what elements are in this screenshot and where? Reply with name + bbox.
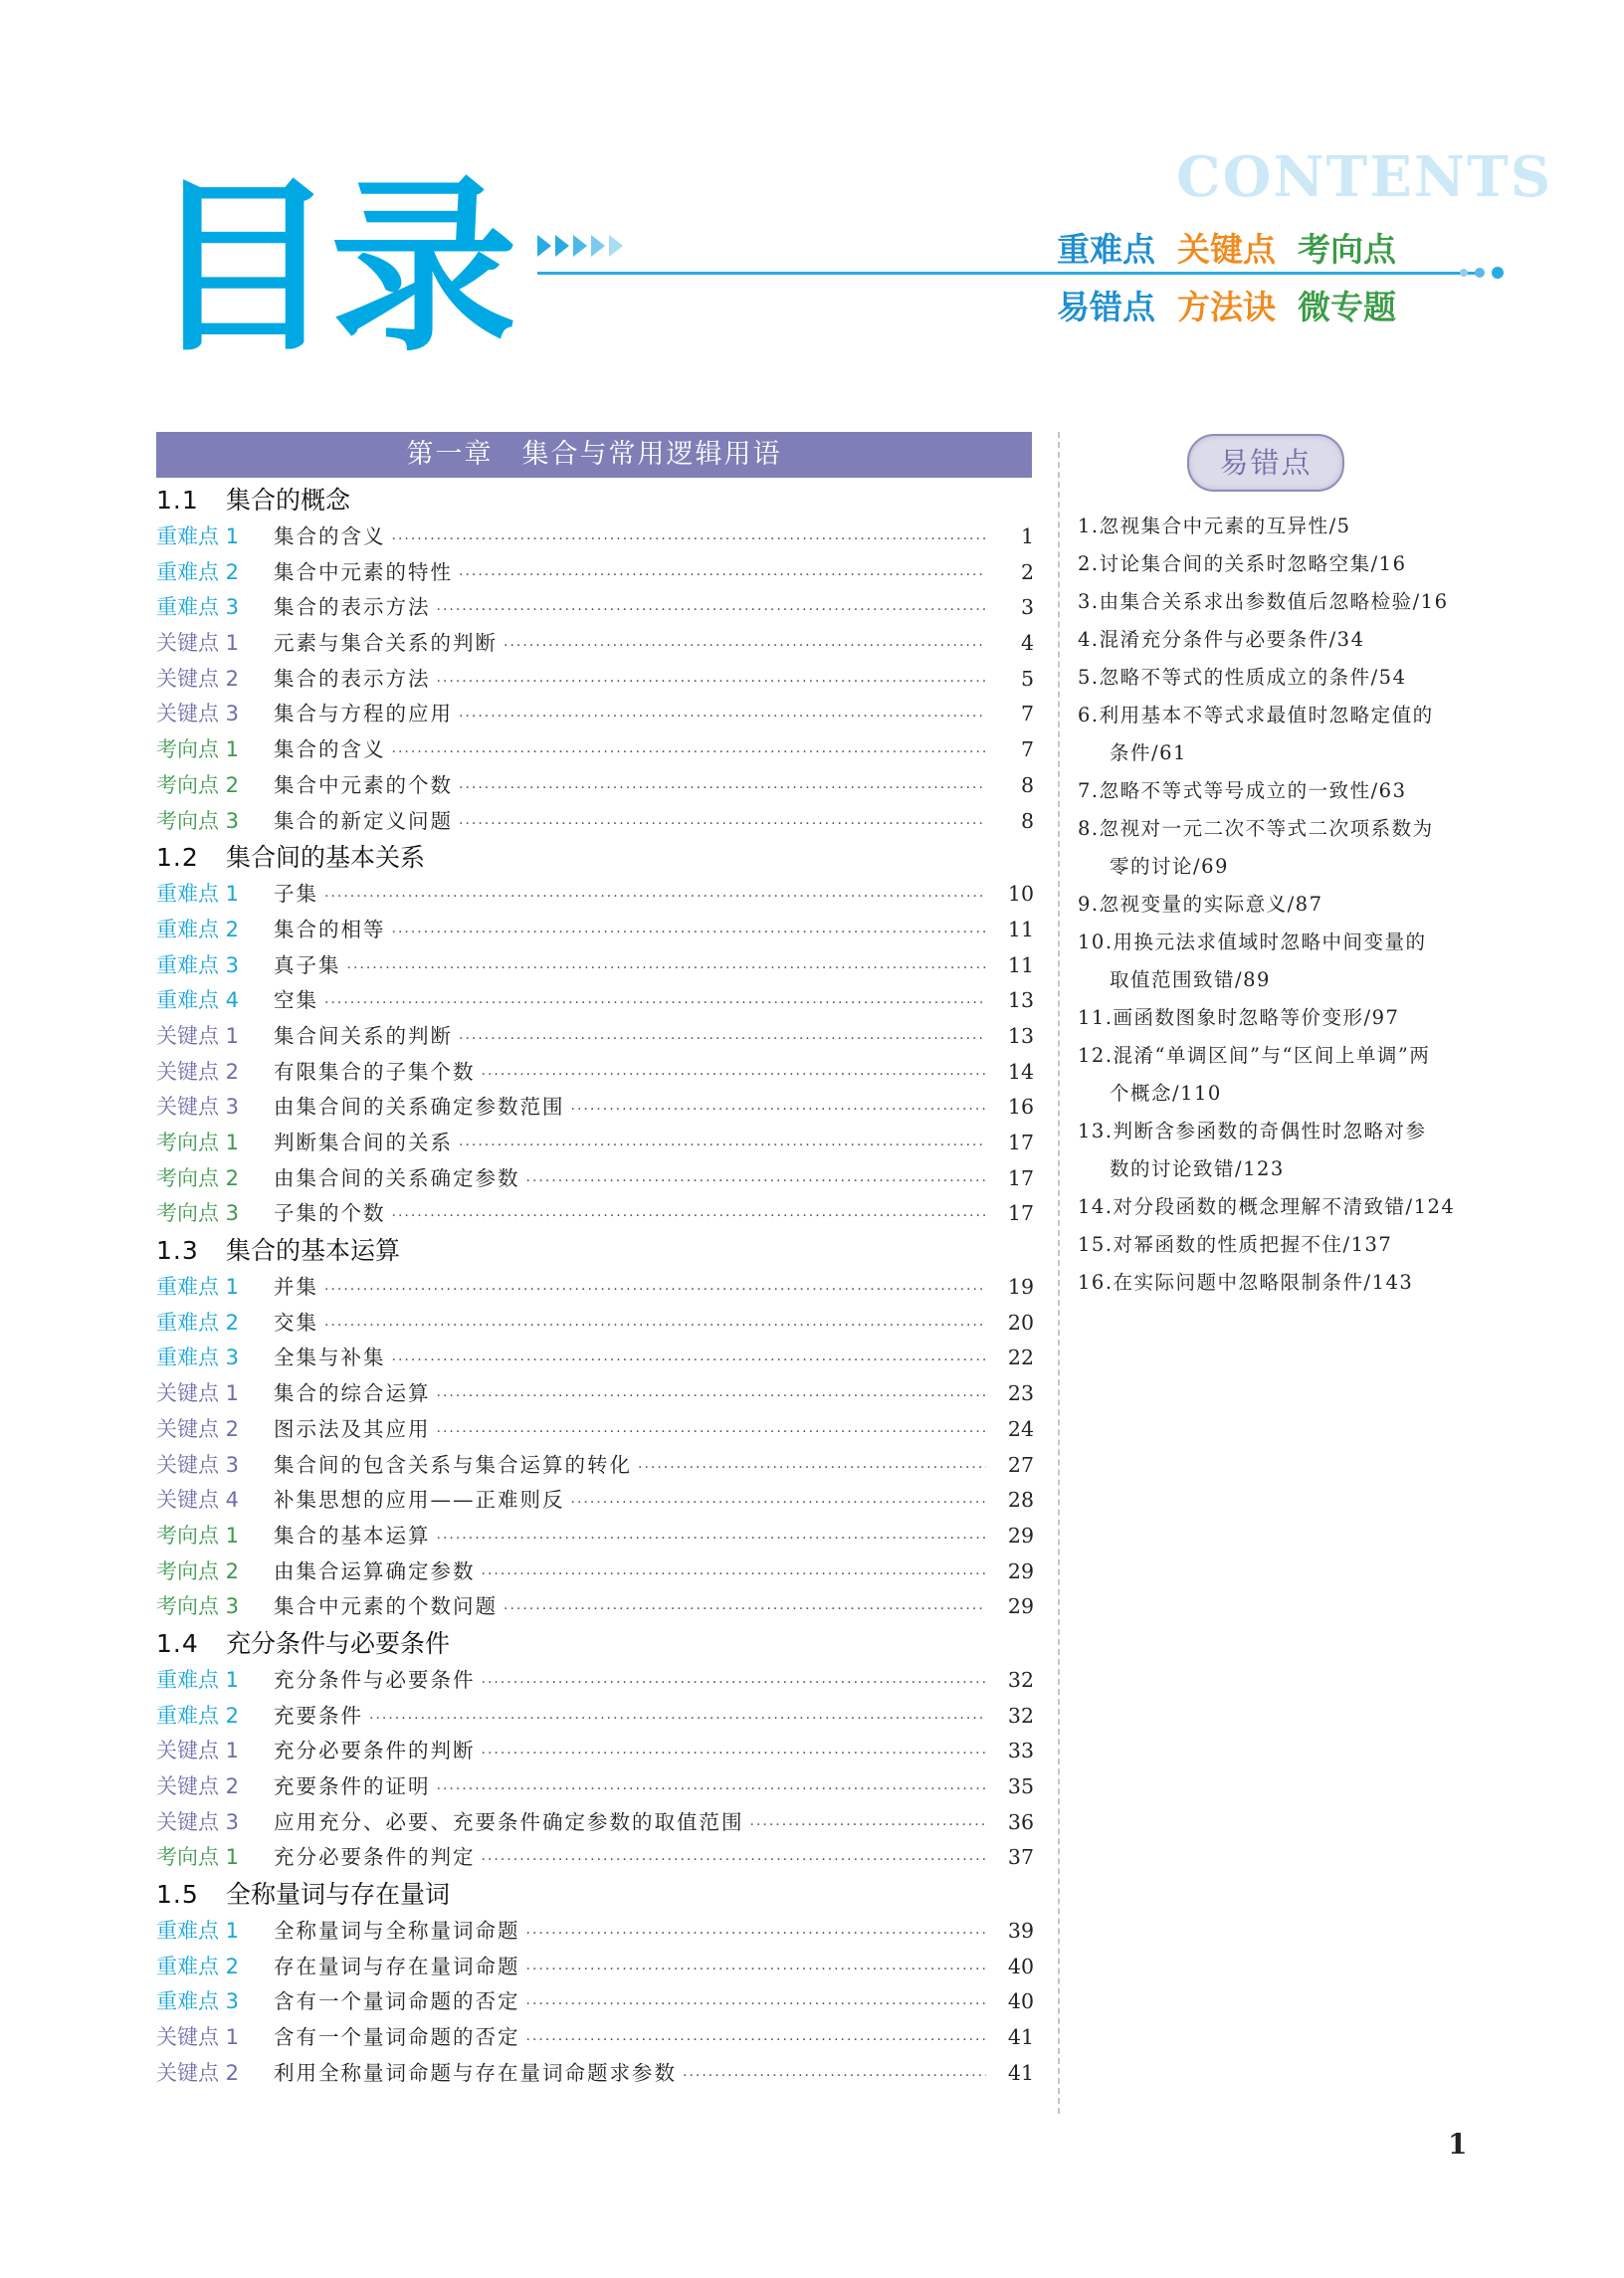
entry-page: 39: [1007, 1919, 1034, 1944]
entry-title: 集合的表示方法: [274, 595, 431, 620]
toc-entry[interactable]: [156, 768, 1034, 804]
entry-title: 集合与方程的应用: [274, 702, 453, 726]
entry-tag: 重难点 3: [156, 595, 240, 620]
error-number: 6.: [1078, 704, 1100, 726]
dot-leader: [526, 1917, 987, 1953]
entry-page: 17: [1007, 1165, 1034, 1190]
entry-tag: 关键点 1: [156, 2025, 240, 2050]
entry-tag: 关键点 2: [156, 1059, 240, 1084]
error-text: 忽视集合中元素的互异性/5: [1099, 515, 1351, 537]
entry-title: 集合的综合运算: [274, 1381, 431, 1406]
dot-leader: [504, 1592, 986, 1628]
error-number: 3.: [1078, 590, 1100, 613]
page-title: 目录: [149, 159, 511, 377]
toc-entry[interactable]: [156, 519, 1034, 555]
error-item[interactable]: [1078, 999, 1496, 1037]
entry-title: 充要条件: [274, 1703, 363, 1728]
entry-title: 含有一个量词命题的否定: [274, 2025, 520, 2050]
entry-page: 36: [1007, 1809, 1034, 1834]
error-text-continued: 个概念/110: [1110, 1082, 1222, 1105]
entry-page: 10: [1007, 882, 1034, 907]
entry-title: 全集与补集: [274, 1346, 386, 1370]
entry-title: 由集合运算确定参数: [274, 1558, 476, 1583]
error-item[interactable]: [1078, 1037, 1496, 1113]
dot-leader: [437, 665, 987, 701]
dot-leader: [482, 1666, 987, 1702]
error-text: 忽略不等式等号成立的一致性/63: [1099, 779, 1407, 802]
entry-title: 利用全称量词命题与存在量词命题求参数: [274, 2060, 677, 2085]
entry-page: 24: [1007, 1416, 1034, 1441]
entry-tag: 重难点 4: [156, 988, 240, 1013]
error-item[interactable]: [1078, 1188, 1496, 1226]
error-number: 9.: [1078, 893, 1100, 916]
error-text: 画函数图象时忽略等价变形/97: [1113, 1006, 1400, 1029]
error-item[interactable]: [1078, 886, 1496, 924]
dot-leader: [683, 2059, 986, 2095]
section-title: 全称量词与存在量词: [226, 1880, 451, 1910]
entry-title: 子集的个数: [274, 1201, 386, 1226]
error-item[interactable]: [1078, 924, 1496, 999]
section-heading[interactable]: [156, 1232, 1034, 1270]
section-number: 1.1: [156, 486, 199, 515]
toc-entry[interactable]: [156, 626, 1034, 662]
dot-leader: [482, 1843, 987, 1879]
entry-page: 17: [1007, 1131, 1034, 1154]
toc-entry[interactable]: [156, 697, 1034, 732]
entry-page: 4: [1020, 631, 1034, 656]
entry-tag: 考向点 2: [156, 1558, 240, 1583]
dot-leader: [392, 735, 987, 771]
error-item[interactable]: [1078, 583, 1496, 621]
entry-title: 补集思想的应用——正难则反: [274, 1488, 565, 1513]
arrow-decoration-icon: [537, 231, 647, 261]
error-number: 1.: [1078, 515, 1100, 537]
error-points-list: [1078, 508, 1496, 1302]
tagline-kaoxiang: 考向点: [1298, 230, 1396, 269]
toc-entry[interactable]: [156, 1914, 1034, 1950]
error-item[interactable]: [1078, 1226, 1496, 1264]
entry-page: 29: [1007, 1594, 1034, 1619]
section-heading[interactable]: [156, 1876, 1034, 1914]
dot-leader: [369, 1702, 986, 1738]
entry-tag: 考向点 3: [156, 1201, 240, 1226]
entry-title: 全称量词与全称量词命题: [274, 1919, 520, 1944]
entry-tag: 重难点 2: [156, 559, 240, 584]
dot-leader: [392, 1344, 987, 1379]
toc-entry[interactable]: [156, 913, 1034, 948]
dot-leader: [437, 1415, 987, 1451]
entry-page: 7: [1020, 702, 1034, 726]
entry-tag: 重难点 2: [156, 917, 240, 941]
entry-tag: 重难点 1: [156, 1275, 240, 1300]
entry-title: 集合间的包含关系与集合运算的转化: [274, 1452, 632, 1477]
error-number: 4.: [1078, 628, 1100, 651]
toc-entry[interactable]: [156, 662, 1034, 698]
entry-title: 含有一个量词命题的否定: [274, 1989, 520, 2014]
entry-page: 11: [1007, 917, 1034, 941]
entry-tag: 重难点 1: [156, 524, 240, 548]
entry-title: 图示法及其应用: [274, 1416, 431, 1441]
entry-tag: 重难点 3: [156, 952, 240, 977]
tagline-row-2: [1057, 282, 1418, 328]
tagline-guanjian: 关键点: [1177, 230, 1276, 269]
error-text: 在实际问题中忽略限制条件/143: [1113, 1271, 1414, 1294]
dot-leader: [526, 1953, 987, 1988]
entry-page: 13: [1007, 1023, 1034, 1048]
entry-title: 集合的含义: [274, 737, 386, 762]
tagline-row-1: [1057, 224, 1418, 271]
error-text-continued: 数的讨论致错/123: [1110, 1157, 1285, 1180]
dot-leader: [571, 1093, 987, 1129]
entry-title: 元素与集合关系的判断: [274, 631, 498, 656]
entry-page: 37: [1007, 1845, 1034, 1870]
entry-page: 7: [1020, 737, 1034, 762]
dot-leader: [392, 522, 987, 558]
dot-leader: [482, 1557, 987, 1593]
header-rule: [537, 272, 1483, 275]
entry-page: 40: [1007, 1989, 1034, 2014]
toc-entry[interactable]: [156, 877, 1034, 913]
error-number: 10.: [1078, 931, 1114, 953]
entry-title: 由集合间的关系确定参数: [274, 1165, 520, 1190]
toc-entry[interactable]: [156, 1055, 1034, 1091]
entry-tag: 关键点 1: [156, 631, 240, 656]
entry-page: 14: [1007, 1059, 1034, 1084]
error-text: 混淆“单调区间”与“区间上单调”两: [1113, 1044, 1431, 1067]
entry-page: 29: [1007, 1558, 1034, 1583]
entry-page: 27: [1007, 1452, 1034, 1477]
error-number: 16.: [1078, 1271, 1114, 1294]
toc-entry[interactable]: [156, 1161, 1034, 1197]
toc-entry[interactable]: [156, 1554, 1034, 1590]
error-text: 利用基本不等式求最值时忽略定值的: [1099, 704, 1434, 726]
entry-title: 子集: [274, 882, 318, 907]
error-item[interactable]: [1078, 1264, 1496, 1302]
dot-leader: [482, 1058, 987, 1094]
error-item[interactable]: [1078, 659, 1496, 697]
dot-leader: [437, 1522, 987, 1557]
dots-decoration-icon: [1458, 264, 1518, 282]
column-divider: [1058, 432, 1060, 2114]
section-title: 集合的基本运算: [226, 1236, 401, 1266]
entry-title: 集合中元素的个数: [274, 772, 453, 797]
section-title: 集合间的基本关系: [226, 843, 426, 873]
dot-leader: [324, 986, 986, 1022]
toc-entry[interactable]: [156, 1412, 1034, 1448]
entry-tag: 重难点 1: [156, 1919, 240, 1944]
error-text: 对分段函数的概念理解不清致错/124: [1113, 1195, 1456, 1218]
dot-leader: [459, 771, 986, 807]
entry-tag: 考向点 2: [156, 1165, 240, 1190]
entry-tag: 关键点 1: [156, 1381, 240, 1406]
entry-tag: 考向点 2: [156, 772, 240, 797]
error-text-continued: 条件/61: [1110, 741, 1187, 764]
error-text: 对幂函数的性质把握不住/137: [1113, 1233, 1393, 1256]
table-of-contents: [156, 482, 1034, 2092]
toc-entry[interactable]: [156, 1950, 1034, 1985]
dot-leader: [638, 1451, 986, 1487]
entry-title: 真子集: [274, 952, 341, 977]
dot-leader: [482, 1737, 987, 1772]
dot-leader: [437, 1772, 987, 1808]
toc-entry[interactable]: [156, 555, 1034, 591]
toc-entry[interactable]: [156, 1840, 1034, 1876]
toc-entry[interactable]: [156, 1270, 1034, 1306]
entry-tag: 重难点 2: [156, 1703, 240, 1728]
entry-page: 41: [1007, 2060, 1034, 2085]
error-item[interactable]: [1078, 508, 1496, 545]
tagline-weizhuanti: 微专题: [1298, 288, 1396, 326]
entry-page: 13: [1007, 988, 1034, 1013]
error-number: 11.: [1078, 1006, 1114, 1029]
entry-page: 5: [1020, 666, 1034, 691]
entry-page: 20: [1007, 1310, 1034, 1335]
error-number: 15.: [1078, 1233, 1114, 1256]
entry-tag: 关键点 4: [156, 1488, 240, 1513]
toc-entry[interactable]: [156, 1483, 1034, 1519]
dot-leader: [437, 593, 987, 629]
entry-title: 集合的相等: [274, 917, 386, 941]
entry-tag: 关键点 2: [156, 1774, 240, 1798]
toc-entry[interactable]: [156, 1306, 1034, 1342]
error-text-continued: 零的讨论/69: [1110, 855, 1229, 878]
entry-page: 3: [1020, 595, 1034, 620]
toc-entry[interactable]: [156, 1769, 1034, 1805]
error-number: 2.: [1078, 552, 1100, 575]
entry-tag: 关键点 1: [156, 1023, 240, 1048]
page-number: 1: [1448, 2128, 1468, 2161]
error-text: 忽视变量的实际意义/87: [1099, 893, 1323, 916]
entry-tag: 考向点 1: [156, 1523, 240, 1548]
entry-title: 集合中元素的特性: [274, 559, 453, 584]
entry-page: 19: [1007, 1275, 1034, 1300]
entry-page: 29: [1007, 1523, 1034, 1548]
dot-leader: [526, 1987, 987, 2023]
section-number: 1.3: [156, 1236, 199, 1266]
dot-leader: [571, 1486, 987, 1522]
section-title: 集合的概念: [226, 486, 351, 515]
toc-entry[interactable]: [156, 1019, 1034, 1055]
entry-title: 集合的新定义问题: [274, 808, 453, 833]
entry-title: 集合间关系的判断: [274, 1023, 453, 1048]
entry-tag: 重难点 3: [156, 1989, 240, 2014]
error-text-continued: 取值范围致错/89: [1110, 968, 1271, 991]
error-number: 14.: [1078, 1195, 1114, 1218]
entry-page: 17: [1007, 1201, 1034, 1226]
dot-leader: [437, 1379, 987, 1415]
error-text: 忽略不等式的性质成立的条件/54: [1099, 666, 1407, 689]
contents-watermark: CONTENTS: [1176, 144, 1553, 210]
tagline-fangfa: 方法诀: [1177, 288, 1276, 326]
toc-entry[interactable]: [156, 732, 1034, 768]
dot-leader: [324, 1273, 986, 1309]
tagline-zhongnan: 重难点: [1057, 230, 1155, 269]
entry-page: 32: [1007, 1667, 1034, 1692]
entry-tag: 考向点 1: [156, 737, 240, 762]
entry-page: 8: [1020, 772, 1034, 797]
section-title: 充分条件与必要条件: [226, 1628, 451, 1658]
entry-title: 集合的含义: [274, 524, 386, 548]
entry-tag: 考向点 1: [156, 1845, 240, 1870]
section-heading[interactable]: [156, 839, 1034, 877]
entry-title: 并集: [274, 1275, 318, 1300]
entry-page: 11: [1007, 952, 1034, 977]
error-number: 13.: [1078, 1120, 1114, 1142]
entry-tag: 关键点 2: [156, 2060, 240, 2085]
dot-leader: [324, 880, 986, 916]
toc-entry[interactable]: [156, 1519, 1034, 1554]
entry-page: 28: [1007, 1488, 1034, 1513]
error-number: 12.: [1078, 1044, 1114, 1067]
dot-leader: [526, 1164, 987, 1200]
entry-page: 33: [1007, 1739, 1034, 1763]
entry-tag: 关键点 3: [156, 1809, 240, 1834]
entry-title: 集合中元素的个数问题: [274, 1594, 498, 1619]
entry-tag: 关键点 3: [156, 702, 240, 726]
entry-page: 2: [1020, 559, 1034, 584]
section-heading[interactable]: [156, 482, 1034, 519]
entry-page: 40: [1007, 1954, 1034, 1978]
entry-tag: 考向点 3: [156, 1594, 240, 1619]
dot-leader: [526, 2023, 987, 2059]
error-text: 用换元法求值域时忽略中间变量的: [1113, 931, 1427, 953]
error-text: 由集合关系求出参数值后忽略检验/16: [1099, 590, 1449, 613]
toc-entry[interactable]: [156, 804, 1034, 840]
entry-tag: 关键点 3: [156, 1095, 240, 1120]
entry-page: 22: [1007, 1346, 1034, 1370]
entry-title: 存在量词与存在量词命题: [274, 1954, 520, 1978]
entry-tag: 关键点 3: [156, 1452, 240, 1477]
entry-tag: 关键点 2: [156, 1416, 240, 1441]
entry-title: 充要条件的证明: [274, 1774, 431, 1798]
entry-title: 应用充分、必要、充要条件确定参数的取值范围: [274, 1809, 744, 1834]
toc-entry[interactable]: [156, 1090, 1034, 1126]
error-number: 7.: [1078, 779, 1100, 802]
toc-entry[interactable]: [156, 590, 1034, 626]
toc-entry[interactable]: [156, 1448, 1034, 1484]
entry-title: 充分必要条件的判定: [274, 1845, 476, 1870]
toc-entry[interactable]: [156, 948, 1034, 984]
entry-page: 23: [1007, 1381, 1034, 1406]
dot-leader: [459, 807, 986, 843]
entry-title: 充分条件与必要条件: [274, 1667, 476, 1692]
toc-entry[interactable]: [156, 1589, 1034, 1625]
entry-tag: 重难点 3: [156, 1346, 240, 1370]
tagline-yicuo: 易错点: [1057, 288, 1155, 326]
entry-title: 由集合间的关系确定参数范围: [274, 1095, 565, 1120]
entry-page: 16: [1007, 1095, 1034, 1120]
chapter-heading: 第一章 集合与常用逻辑用语: [156, 432, 1032, 478]
toc-entry[interactable]: [156, 1341, 1034, 1376]
toc-entry[interactable]: [156, 1376, 1034, 1412]
error-number: 8.: [1078, 817, 1100, 840]
entry-tag: 关键点 1: [156, 1739, 240, 1763]
error-item[interactable]: [1078, 545, 1496, 583]
error-item[interactable]: [1078, 772, 1496, 810]
entry-page: 41: [1007, 2025, 1034, 2050]
section-number: 1.5: [156, 1880, 199, 1910]
toc-entry[interactable]: [156, 2056, 1034, 2092]
dot-leader: [459, 1129, 986, 1164]
dot-leader: [459, 1022, 986, 1058]
entry-title: 集合的表示方法: [274, 666, 431, 691]
entry-title: 交集: [274, 1310, 318, 1335]
error-item[interactable]: [1078, 810, 1496, 886]
dot-leader: [504, 629, 986, 665]
entry-tag: 重难点 2: [156, 1310, 240, 1335]
error-item[interactable]: [1078, 697, 1496, 772]
section-heading[interactable]: [156, 1625, 1034, 1663]
section-number: 1.4: [156, 1628, 199, 1658]
toc-entry[interactable]: [156, 1734, 1034, 1769]
entry-tag: 考向点 3: [156, 808, 240, 833]
entry-page: 32: [1007, 1703, 1034, 1728]
error-text: 混淆充分条件与必要条件/34: [1099, 628, 1365, 651]
toc-entry[interactable]: [156, 2020, 1034, 2056]
dot-leader: [459, 700, 986, 735]
toc-entry[interactable]: [156, 1805, 1034, 1841]
entry-title: 空集: [274, 988, 318, 1013]
dot-leader: [347, 951, 987, 987]
error-points-badge: 易错点: [1187, 434, 1344, 492]
entry-title: 集合的基本运算: [274, 1523, 431, 1548]
error-item[interactable]: [1078, 1113, 1496, 1188]
dot-leader: [392, 916, 987, 951]
error-item[interactable]: [1078, 621, 1496, 659]
entry-title: 有限集合的子集个数: [274, 1059, 476, 1084]
entry-tag: 重难点 1: [156, 882, 240, 907]
entry-page: 35: [1007, 1774, 1034, 1798]
toc-entry[interactable]: [156, 1699, 1034, 1735]
toc-entry[interactable]: [156, 1196, 1034, 1232]
dot-leader: [750, 1808, 987, 1844]
toc-entry[interactable]: [156, 1663, 1034, 1699]
error-text: 讨论集合间的关系时忽略空集/16: [1099, 552, 1407, 575]
error-text: 忽视对一元二次不等式二次项系数为: [1099, 817, 1434, 840]
entry-page: 8: [1020, 808, 1034, 833]
dot-leader: [324, 1309, 986, 1345]
entry-title: 充分必要条件的判断: [274, 1739, 476, 1763]
entry-title: 判断集合间的关系: [274, 1131, 453, 1154]
error-text: 判断含参函数的奇偶性时忽略对参: [1113, 1120, 1427, 1142]
entry-tag: 考向点 1: [156, 1131, 240, 1154]
dot-leader: [392, 1199, 987, 1235]
toc-entry[interactable]: [156, 1126, 1034, 1161]
dot-leader: [459, 558, 986, 594]
entry-tag: 重难点 2: [156, 1954, 240, 1978]
entry-tag: 重难点 1: [156, 1667, 240, 1692]
error-number: 5.: [1078, 666, 1100, 689]
toc-entry[interactable]: [156, 983, 1034, 1019]
section-number: 1.2: [156, 843, 199, 873]
toc-entry[interactable]: [156, 1984, 1034, 2020]
entry-page: 1: [1020, 524, 1034, 548]
entry-tag: 关键点 2: [156, 666, 240, 691]
